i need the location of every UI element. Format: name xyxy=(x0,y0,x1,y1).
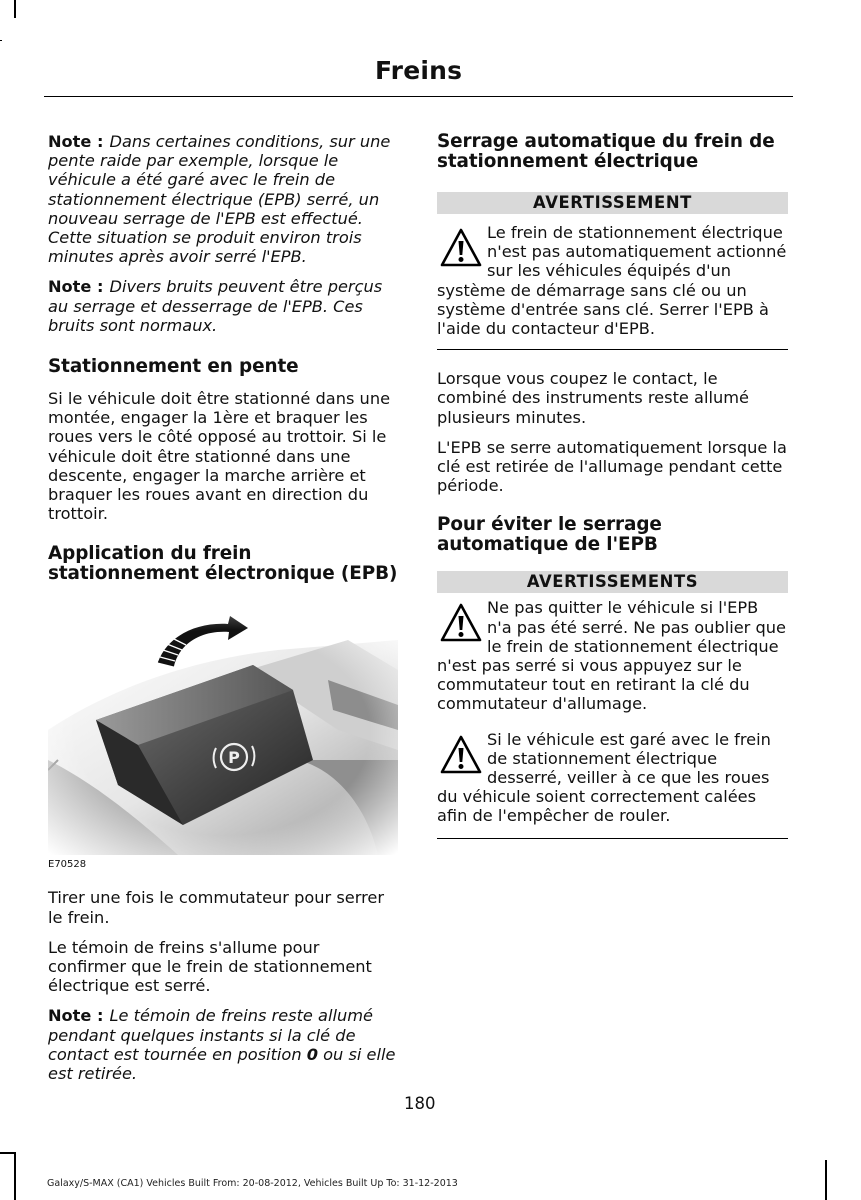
paragraph: Lorsque vous coupez le contact, le combiné des instruments reste allumé plusieurs minutes. xyxy=(437,369,749,427)
warning-triangle-icon xyxy=(439,227,483,269)
warning-text: Ne pas quitter le véhicule si l'EPB n'a pas été serré. Ne pas oublier que le frein de stationnement électrique n'est pas serré si vous appuyez sur le commutateur tout en retirant la clé du commutateur d'allumage. xyxy=(437,598,786,714)
crop-mark xyxy=(14,1152,16,1200)
note xyxy=(48,132,402,266)
note xyxy=(48,277,402,335)
note-label: Note : xyxy=(48,277,104,297)
warning-header: AVERTISSEMENT xyxy=(437,192,788,214)
paragraph: Le témoin de freins s'allume pour confirmer que le frein de stationnement électrique est serré. xyxy=(48,937,372,996)
note-label: Note : xyxy=(48,1006,104,1026)
epb-switch-illustration xyxy=(48,610,398,855)
section-heading: Application du frein stationnement électronique (EPB) xyxy=(48,543,398,585)
crop-mark xyxy=(0,1152,15,1154)
warning-triangle-icon xyxy=(439,734,483,776)
note xyxy=(48,1006,402,1083)
warning-triangle-icon xyxy=(439,602,483,644)
right-column xyxy=(437,132,788,839)
warning-text: Le frein de stationnement électrique n'est pas automatiquement actionné sur les véhicules équipés d'un système de démarrage sans clé ou un système d'entrée sans clé. Serrer l'EPB à l'aide du contacteur d'EPB. xyxy=(437,223,787,339)
section-heading: Serrage automatique du frein de stationnement électrique xyxy=(437,131,775,172)
paragraph: Tirer une fois le commutateur pour serrer le frein. xyxy=(48,888,385,927)
note-text: Divers bruits peuvent être perçus au serrage et desserrage de l'EPB. Ces bruits sont normaux. xyxy=(48,277,383,335)
page-number: 180 xyxy=(404,1094,436,1113)
position-value: 0 xyxy=(306,1044,318,1064)
warning-item xyxy=(437,593,788,723)
section-heading: Stationnement en pente xyxy=(48,356,299,378)
footer-text: Galaxy/S-MAX (CA1) Vehicles Built From: 20-08-2012, Vehicles Built Up To: 31-12-2013 xyxy=(47,1178,458,1189)
paragraph: Si le véhicule doit être stationné dans une montée, engager la 1ère et braquer les roues vers le côté opposé au trottoir. Si le véhicule doit être stationné dans une descente, engager la marche arrière et braquer les roues avant en direction du trottoir. xyxy=(48,389,391,524)
note-text: ou si elle est retirée. xyxy=(48,1044,396,1084)
warning-text: Si le véhicule est garé avec le frein de stationnement électrique desserré, veiller à ce que les roues du véhicule soient correctement calées afin de l'empêcher de rouler. xyxy=(437,729,771,826)
warning-rule xyxy=(437,349,788,350)
note-text: Dans certaines conditions, sur une pente raide par exemple, lorsque le véhicule a été garé avec le frein de stationnement électrique (EPB) serré, un nouveau serrage de l'EPB est effectué. Cette situation se produit environ trois minutes après avoir serré l'EPB. xyxy=(48,132,391,267)
note-label: Note : xyxy=(48,132,104,151)
warning-rule xyxy=(437,838,788,839)
section-heading: Pour éviter le serrage automatique de l'EPB xyxy=(437,514,662,556)
page-title: Freins xyxy=(375,56,463,85)
paragraph: L'EPB se serre automatiquement lorsque la clé est retirée de l'allumage pendant cette période. xyxy=(437,437,787,496)
warning-header: AVERTISSEMENTS xyxy=(437,571,788,593)
header-rule xyxy=(44,96,793,97)
crop-mark xyxy=(14,0,16,18)
warning-item xyxy=(437,214,788,349)
figure-code: E70528 xyxy=(48,859,87,871)
left-column xyxy=(48,132,402,1094)
warning-item xyxy=(437,724,788,838)
note-text: Le témoin de freins reste allumé pendant quelques instants si la clé de contact est tournée en position xyxy=(48,1006,373,1064)
crop-mark xyxy=(825,1160,827,1200)
epb-switch-svg xyxy=(48,610,398,855)
